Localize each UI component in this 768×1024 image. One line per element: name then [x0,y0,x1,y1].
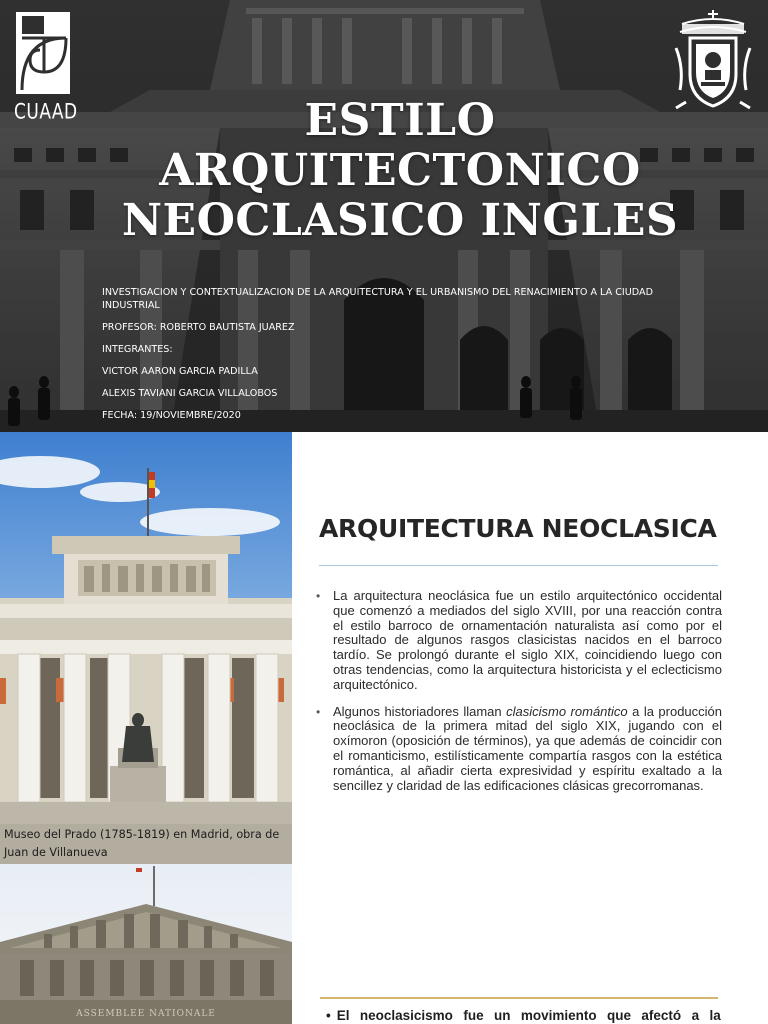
bullet-text [333,704,722,793]
slide-title: ARQUITECTURA NEOCLASICA [319,514,717,543]
course-info [102,286,672,431]
assemblee-nationale-photo [0,864,292,1024]
neoclassicism-slide [0,864,768,1024]
title-line: ESTILO [304,95,496,146]
bullet-text [326,1008,728,1023]
inscription-text: ASSEMBLEE NATIONALE [76,1009,216,1019]
member-name: ALEXIS TAVIANI GARCIA VILLALOBOS [102,388,278,399]
title-line: ARQUITECTONICO [159,145,641,196]
bullet-text: La arquitectura neoclásica fue un estilo arquitectónico occidental que comenzó a mediados del siglo XVIII, por una reacción contra el estilo barroco de ornamentación naturalista así como por el resultado de algunos rasgos clasicistas nacidos en el barroco tardío. Se prolongó durante el siglo XIX, coincidiendo luego con otras tendencias, como la arquitectura historicista y el eclecticismo arquitectónico. [333,588,722,692]
bullet-icon: • [316,704,321,719]
bullet-text-italic: clasicismo romántico [506,703,628,719]
members-label: INTEGRANTES: [102,344,173,355]
bullet-text-end: a la producción neoclásica de la primera mitad del siglo XIX, jugando con el oxímoron (oposición de términos), ya que además de coincidir con el romanticismo, estilísticamente compartía rasgos con la estética romántica, al añadir cierta expresividad y espíritu exaltado a la sencillez y claridad de las edificaciones clásicas grecorromanas. [333,703,722,793]
presentation-title [60,96,740,246]
cuaad-logo-text: CUAAD [14,99,78,125]
section-divider [320,997,718,999]
title-divider [319,565,718,566]
member-name: VICTOR AARON GARCIA PADILLA [102,366,258,377]
list-item [316,589,722,693]
bullet-icon: • [316,589,321,603]
bullet-icon: • [326,1008,331,1023]
bullet-list [316,589,722,805]
date: FECHA: 19/NOVIEMBRE/2020 [102,410,241,421]
bullet-text-content: El neoclasicismo fue un movimiento que afectó a la [336,1008,721,1023]
title-slide [0,0,768,432]
museo-del-prado-photo [0,432,292,864]
list-item [316,705,722,794]
bullet-text-start: Algunos historiadores llaman [333,703,507,719]
neoclassical-architecture-slide [0,432,768,864]
professor: PROFESOR: ROBERTO BAUTISTA JUAREZ [102,322,295,333]
title-line: NEOCLASICO INGLES [121,195,679,246]
photo-caption: Museo del Prado (1785-1819) en Madrid, obra de Juan de Villanueva [4,828,280,859]
course-name: INVESTIGACION Y CONTEXTUALIZACION DE LA ARQUITECTURA Y EL URBANISMO DEL RENACIMIENTO A LA CIUDAD INDUSTRIAL [102,287,653,311]
golden-spiral-icon [14,10,72,98]
